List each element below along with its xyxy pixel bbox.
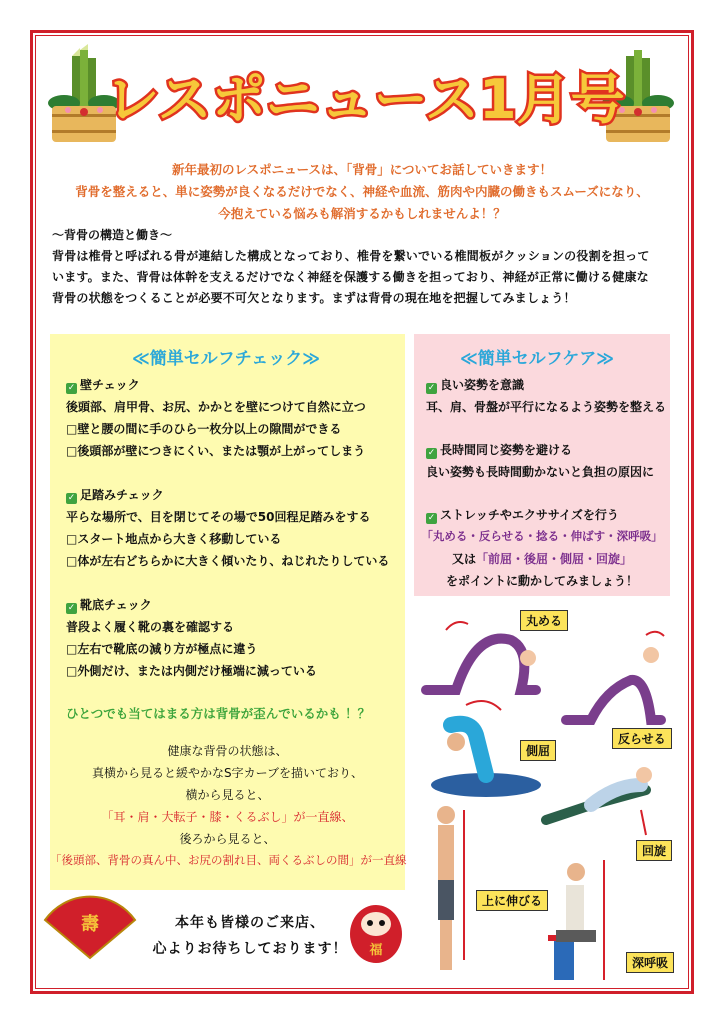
body-line-2: います。また、背骨は体幹を支えるだけでなく神経を保護する働きを担っており、神経が正常に働ける健康な (52, 270, 649, 284)
label-sorasu: 反らせる (612, 728, 672, 749)
self-care-heading: ≪簡単セルフケア≫ (460, 349, 615, 369)
posture-line: 真横から見ると緩やかなS字カーブを描いており、 (91, 766, 364, 780)
standing-figure (437, 806, 464, 970)
footer-line-2: 心よりお待ちしております！ (152, 941, 348, 957)
care-title: ✓ 良い姿勢を意識 (427, 378, 525, 393)
daruma-icon (348, 900, 404, 964)
label-nobiru: 上に伸びる (476, 890, 548, 911)
self-check-heading: ≪簡単セルフチェック≫ (132, 349, 321, 369)
twist-figure (546, 767, 652, 835)
checkbox-icon: ✓ (427, 383, 436, 393)
fan-icon (40, 900, 140, 960)
check-line: □外側だけ、または内側だけ極端に減っている (66, 664, 317, 678)
checkbox-icon: ✓ (67, 383, 76, 393)
stretch-cta: をポイントに動かしてみましょう！ (445, 574, 638, 588)
check-line: □壁と腰の間に手のひら一枚分以上の隙間ができる (66, 422, 342, 436)
stretch-keywords: 「丸める・反らせる・捻る・伸ばす・深呼吸」 (421, 529, 663, 543)
stretch-alt: 又は「前屈・後屈・側屈・回旋」 (451, 552, 633, 566)
posture-line-side: 「耳・肩・大転子・膝・くるぶし」が一直線、 (101, 810, 354, 824)
checkbox-icon: ✓ (427, 448, 436, 458)
posture-line: 後ろから見ると、 (179, 832, 276, 846)
intro-line-3: 今抱えている悩みも解消するかもしれませんよ！？ (218, 206, 506, 221)
label-sokkutsu: 側屈 (520, 740, 556, 761)
svg-text:福: 福 (369, 943, 383, 958)
warning-text: ひとつでも当てはまる方は背骨が歪んでいるかも ！？ (66, 706, 371, 721)
page-title (105, 58, 625, 138)
check-line: □スタート地点から大きく移動している (66, 532, 282, 546)
cow-pose-figure (566, 632, 664, 720)
intro-line-1: 新年最初のレスポニュースは、「背骨」についてお話していきます！ (171, 162, 552, 177)
check-line: □体が左右どちらかに大きく傾いたり、ねじれたりしている (66, 554, 390, 568)
check-line: □後頭部が壁につきにくい、または顎が上がってしまう (66, 444, 366, 458)
checkbox-icon: ✓ (427, 513, 436, 523)
care-line: 良い姿勢も長時間動かないと負担の原因に (426, 465, 655, 479)
check-sole-title: ✓ 靴底チェック (67, 598, 152, 613)
intro-line-2: 背骨を整えると、単に姿勢が良くなるだけでなく、神経や血流、筋肉や内臓の働きもスムーズになり、 (75, 184, 649, 199)
svg-text:壽: 壽 (81, 914, 99, 935)
label-shinkokyu: 深呼吸 (626, 952, 674, 973)
label-kaisen: 回旋 (636, 840, 672, 861)
check-line: 後頭部、肩甲骨、お尻、かかとを壁につけて自然に立つ (66, 400, 366, 414)
care-title: ✓ 長時間同じ姿勢を避ける (427, 443, 573, 458)
footer-line-1: 本年も皆様のご来店、 (175, 915, 325, 931)
checkbox-icon: ✓ (67, 603, 76, 613)
label-marumeru: 丸める (520, 610, 568, 631)
posture-line: 健康な背骨の状態は、 (167, 744, 288, 758)
check-wall-title: ✓ 壁チェック (67, 378, 140, 393)
body-paragraph (52, 246, 676, 309)
check-line: □左右で靴底の減り方が極点に違う (66, 642, 258, 656)
checkbox-icon: ✓ (67, 493, 76, 503)
body-line-1: 背骨は椎骨と呼ばれる骨が連結した構成となっており、椎骨を繋いでいる椎間板がクッションの役割を担って (52, 249, 650, 263)
svg-text:レスポニュース1月号: レスポニュース1月号 (105, 68, 625, 131)
check-line: 普段よく履く靴の裏を確認する (66, 620, 235, 634)
posture-line: 横から見ると、 (185, 788, 270, 802)
care-line: 耳、肩、骨盤が平行になるよう姿勢を整える (426, 400, 667, 414)
care-title: ✓ ストレッチやエクササイズを行う (427, 508, 619, 523)
check-step-title: ✓ 足踏みチェック (67, 488, 164, 503)
check-line: 平らな場所で、目を閉じてその場で50回程足踏みをする (66, 510, 371, 524)
exercise-illustrations (416, 610, 706, 990)
body-line-3: 背骨の状態をつくることが必要不可欠となります。まずは背骨の現在地を把握してみましょう！ (52, 291, 576, 305)
posture-line-back: 「後頭部、背骨の真ん中、お尻の割れ目、両くるぶしの間」が一直線 (50, 853, 407, 867)
section-heading: ～背骨の構造と働き～ (52, 228, 173, 242)
cat-pose-figure (426, 622, 536, 690)
sitting-breath-figure (548, 860, 604, 980)
